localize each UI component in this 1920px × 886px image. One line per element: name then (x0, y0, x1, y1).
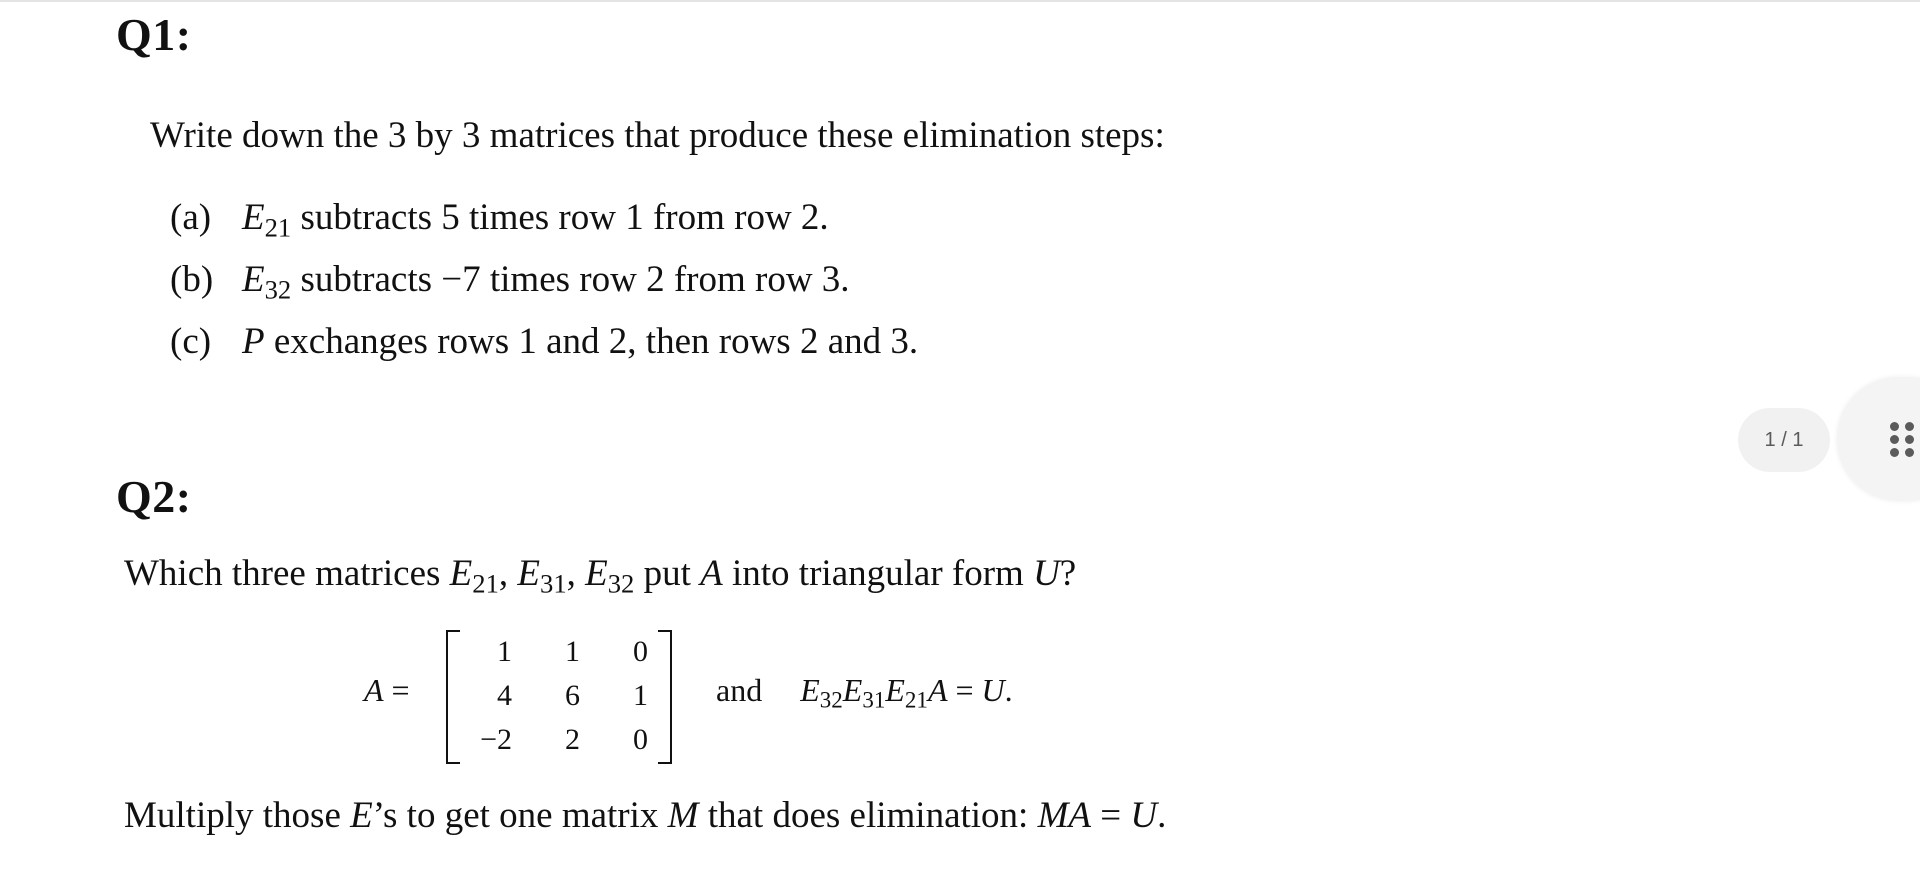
and-text: and (716, 672, 763, 708)
item-label: (a) (170, 197, 212, 238)
item-label: (c) (170, 321, 212, 362)
matrix-name: A (364, 672, 384, 708)
question-text: put (634, 553, 701, 594)
matrix-u: U (1033, 553, 1060, 594)
item-subscript: 21 (264, 212, 292, 243)
matrix-e21: E (885, 672, 905, 708)
subscript: 31 (862, 686, 886, 713)
subscript: 31 (540, 568, 567, 599)
q1-item-a (170, 196, 829, 243)
q1-item-c (170, 320, 918, 363)
menu-button[interactable] (1838, 378, 1920, 500)
question-text: Which three matrices (124, 553, 450, 594)
q2-question (124, 552, 1077, 599)
item-matrix-name: E (242, 259, 265, 300)
period: . (1004, 672, 1013, 708)
matrix-e32: E (800, 672, 820, 708)
product-ma: MA (1037, 795, 1092, 836)
grid-dots-icon (1890, 422, 1916, 458)
matrix-m: M (667, 795, 699, 836)
elimination-relation (716, 672, 1013, 713)
item-text: subtracts 5 times row 1 from row 2. (291, 197, 829, 238)
item-matrix-name: P (242, 321, 265, 362)
item-subscript: 32 (264, 274, 292, 305)
item-text: subtracts −7 times row 2 from row 3. (291, 259, 850, 300)
matrix-cell-2-2: 6 (565, 679, 580, 712)
q1-item-b (170, 258, 850, 305)
matrix-entries (454, 630, 662, 762)
matrix-a-label (364, 672, 410, 709)
matrix-cell-1-2: 1 (565, 635, 580, 668)
subscript: 32 (819, 686, 843, 713)
question-text: into triangular form (722, 553, 1034, 594)
matrix-cell-2-1: 4 (497, 679, 512, 712)
matrix-cell-3-2: 2 (565, 723, 580, 756)
separator: , (566, 553, 586, 594)
equals-sign: = (1091, 795, 1131, 836)
matrix-u: U (1130, 795, 1158, 836)
equals-sign: = (391, 672, 410, 708)
matrix-a (446, 630, 672, 762)
subscript: 21 (904, 686, 928, 713)
multiply-text: that does elimination: (698, 795, 1038, 836)
top-divider (0, 0, 1920, 2)
q1-intro: Write down the 3 by 3 matrices that produce these elimination steps: (150, 115, 1165, 156)
matrix-cell-1-1: 1 (497, 635, 512, 668)
matrix-e32: E (585, 553, 608, 594)
equals-sign: = (947, 672, 982, 708)
item-label: (b) (170, 259, 214, 300)
matrix-a: A (927, 672, 948, 708)
matrix-cell-1-3: 0 (633, 635, 648, 668)
matrix-u: U (981, 672, 1005, 708)
multiply-text: ’s to get one matrix (372, 795, 668, 836)
matrix-a: A (700, 553, 723, 594)
multiply-text: Multiply those (124, 795, 351, 836)
q2-multiply (124, 794, 1166, 837)
q2-heading: Q2: (116, 471, 192, 522)
separator: , (498, 553, 518, 594)
item-text: exchanges rows 1 and 2, then rows 2 and 3. (264, 321, 919, 362)
matrix-e: E (350, 795, 373, 836)
matrix-e31: E (842, 672, 863, 708)
question-mark: ? (1059, 553, 1077, 594)
page-indicator: 1 / 1 (1738, 408, 1830, 472)
q1-heading: Q1: (116, 9, 192, 60)
matrix-e31: E (517, 553, 540, 594)
item-matrix-name: E (242, 197, 265, 238)
matrix-cell-2-3: 1 (633, 679, 648, 712)
matrix-cell-3-3: 0 (633, 723, 648, 756)
matrix-e21: E (449, 553, 473, 594)
period: . (1157, 795, 1167, 836)
subscript: 21 (472, 568, 499, 599)
subscript: 32 (607, 568, 635, 599)
matrix-cell-3-1: −2 (480, 723, 512, 756)
